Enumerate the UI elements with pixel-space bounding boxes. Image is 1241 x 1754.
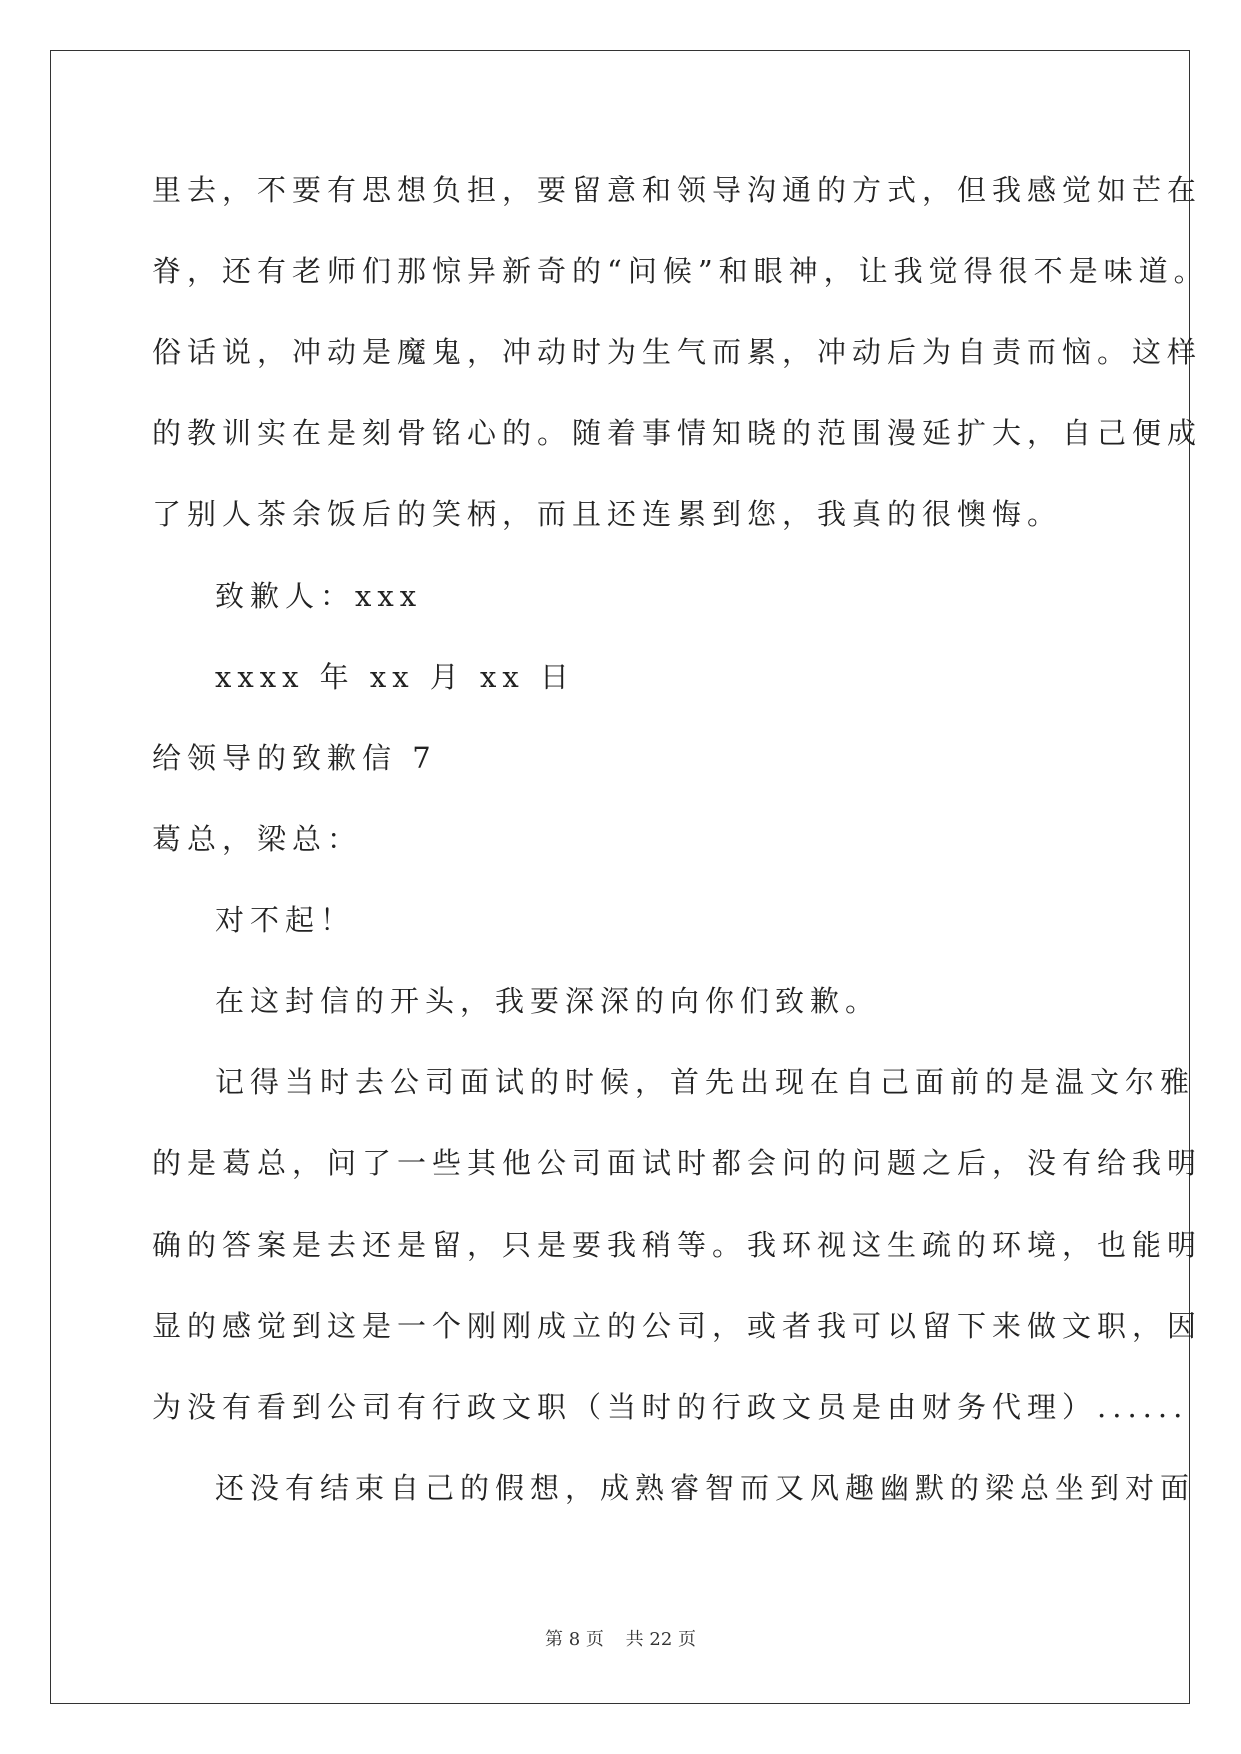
body-line: 脊，还有老师们那惊异新奇的“问候”和眼神，让我觉得很不是味道。 [152, 254, 1209, 288]
body-line: 对不起！ [215, 903, 356, 937]
body-line: 记得当时去公司面试的时候，首先出现在自己面前的是温文尔雅 [215, 1065, 1196, 1099]
page-total: 共 22 页 [625, 1629, 696, 1650]
body-line: 的是葛总，问了一些其他公司面试时都会问的问题之后，没有给我明 [152, 1146, 1203, 1180]
page-footer [0, 1625, 1241, 1651]
body-line: 显的感觉到这是一个刚刚成立的公司，或者我可以留下来做文职，因 [152, 1309, 1203, 1343]
body-line: 俗话说，冲动是魔鬼，冲动时为生气而累，冲动后为自责而恼。这样 [152, 335, 1203, 369]
body-line: 里去，不要有思想负担，要留意和领导沟通的方式，但我感觉如芒在 [152, 173, 1203, 207]
section-heading: 给领导的致歉信 7 [152, 741, 437, 775]
date-line: xxxx 年 xx 月 xx 日 [215, 660, 575, 694]
body-line: 在这封信的开头，我要深深的向你们致歉。 [215, 984, 881, 1018]
page-border [50, 50, 1190, 1704]
page-number: 第 8 页 [545, 1629, 604, 1650]
body-line: 还没有结束自己的假想，成熟睿智而又风趣幽默的梁总坐到对面 [215, 1471, 1196, 1505]
body-line: 的教训实在是刻骨铭心的。随着事情知晓的范围漫延扩大，自己便成 [152, 416, 1203, 450]
salutation: 葛总，梁总： [152, 822, 363, 856]
signature-line: 致歉人：xxx [215, 579, 423, 613]
body-line: 确的答案是去还是留，只是要我稍等。我环视这生疏的环境，也能明 [152, 1228, 1203, 1262]
body-line: 了别人茶余饭后的笑柄，而且还连累到您，我真的很懊悔。 [152, 497, 1063, 531]
body-line: 为没有看到公司有行政文职（当时的行政文员是由财务代理）...... [152, 1390, 1189, 1424]
